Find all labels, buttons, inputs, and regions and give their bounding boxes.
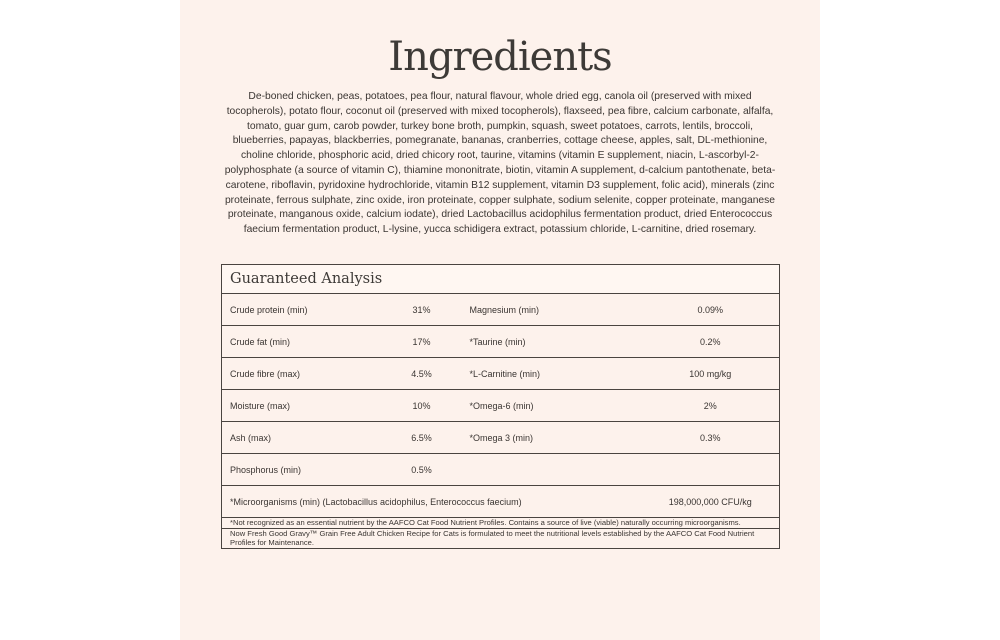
table-row bbox=[222, 358, 780, 390]
nutrient-name bbox=[462, 454, 642, 486]
statement-row bbox=[222, 528, 780, 548]
microorganisms-value: 198,000,000 CFU/kg bbox=[642, 486, 780, 518]
nutrient-name: Crude fat (min) bbox=[222, 326, 382, 358]
nutrient-name: *L-Carnitine (min) bbox=[462, 358, 642, 390]
nutrient-value: 0.5% bbox=[382, 454, 462, 486]
nutrient-name: Moisture (max) bbox=[222, 390, 382, 422]
nutrient-name: *Omega-6 (min) bbox=[462, 390, 642, 422]
nutrient-value: 100 mg/kg bbox=[642, 358, 780, 390]
page-title: Ingredients bbox=[388, 34, 612, 80]
ingredients-text: De-boned chicken, peas, potatoes, pea flour, natural flavour, whole dried egg, canola oil (preserved with mixed tocopherols), potato flour, coconut oil (preserved with mixed tocopherols), flaxseed, pea fibre, calcium carbonate, alfalfa, tomato, guar gum, carob powder, turkey bone broth, pumpkin, squash, sweet potatoes, carrots, lentils, broccoli, blueberries, papayas, blackberries, pomegranate, bananas, cranberries, cottage cheese, apples, salt, DL-methionine, choline chloride, phosphoric acid, dried chicory root, taurine, vitamins (vitamin E supplement, niacin, L-ascorbyl-2-polyphosphate (a source of vitamin C), thiamine mononitrate, biotin, vitamin A supplement, d-calcium pantothenate, beta-carotene, riboflavin, pyridoxine hydrochloride, vitamin B12 supplement, vitamin D3 supplement, folic acid), minerals (zinc proteinate, ferrous sulphate, zinc oxide, iron proteinate, copper sulphate, sodium selenite, copper proteinate, manganese proteinate, manganous oxide, calcium iodate), dried Lactobacillus acidophilus fermentation product, dried Enterococcus faecium fermentation product, L-lysine, yucca schidigera extract, potassium chloride, L-carnitine, dried rosemary. bbox=[224, 91, 776, 236]
nutrient-name: Ash (max) bbox=[222, 422, 382, 454]
nutrient-value: 2% bbox=[642, 390, 780, 422]
nutrient-value: 17% bbox=[382, 326, 462, 358]
footnote-text: *Not recognized as an essential nutrient by the AAFCO Cat Food Nutrient Profiles. Contains a source of live (viable) naturally occurring microorganisms. bbox=[222, 518, 780, 529]
nutrient-name: *Omega 3 (min) bbox=[462, 422, 642, 454]
nutrient-value: 10% bbox=[382, 390, 462, 422]
table-row bbox=[222, 422, 780, 454]
guaranteed-analysis-table bbox=[221, 264, 780, 549]
table-row bbox=[222, 390, 780, 422]
table-row bbox=[222, 294, 780, 326]
guaranteed-analysis-heading: Guaranteed Analysis bbox=[222, 265, 780, 294]
table-header-row bbox=[222, 265, 780, 294]
footnote-row bbox=[222, 518, 780, 529]
nutrient-name: Crude protein (min) bbox=[222, 294, 382, 326]
nutrient-value: 0.2% bbox=[642, 326, 780, 358]
nutrient-value: 4.5% bbox=[382, 358, 462, 390]
nutrient-value: 0.09% bbox=[642, 294, 780, 326]
nutrient-value: 31% bbox=[382, 294, 462, 326]
nutrient-value: 0.3% bbox=[642, 422, 780, 454]
nutrient-name: *Taurine (min) bbox=[462, 326, 642, 358]
nutrient-name: Magnesium (min) bbox=[462, 294, 642, 326]
microorganisms-name: *Microorganisms (min) (Lactobacillus acidophilus, Enterococcus faecium) bbox=[222, 486, 642, 518]
nutrient-value bbox=[642, 454, 780, 486]
nutrient-value: 6.5% bbox=[382, 422, 462, 454]
microorganisms-row bbox=[222, 486, 780, 518]
aafco-statement-text: Now Fresh Good Gravy™ Grain Free Adult Chicken Recipe for Cats is formulated to meet the nutritional levels established by the AAFCO Cat Food Nutrient Profiles for Maintenance. bbox=[222, 528, 780, 548]
nutrient-name: Phosphorus (min) bbox=[222, 454, 382, 486]
nutrient-name: Crude fibre (max) bbox=[222, 358, 382, 390]
content-panel bbox=[180, 0, 820, 640]
table-row bbox=[222, 454, 780, 486]
table-row bbox=[222, 326, 780, 358]
